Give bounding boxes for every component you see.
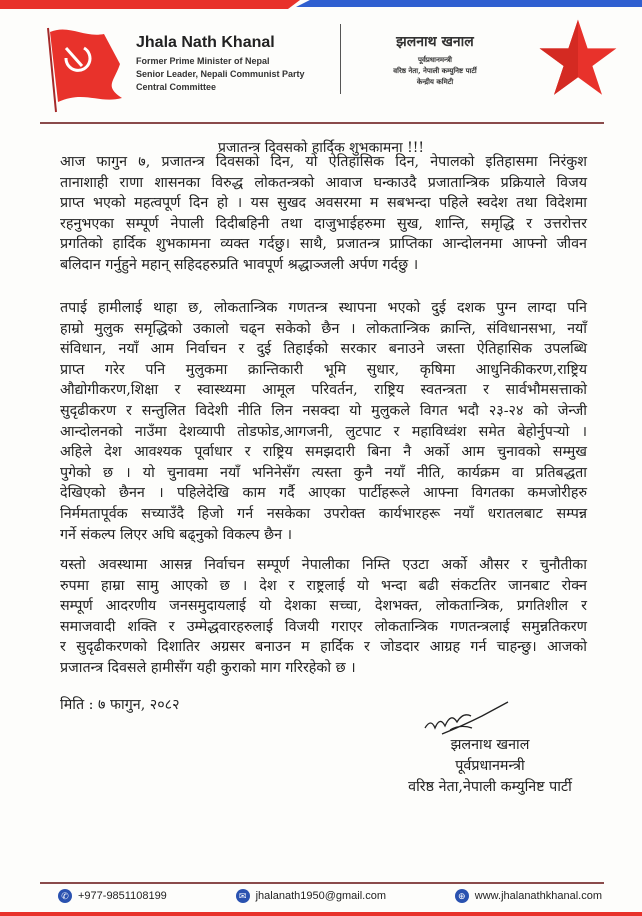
top-blue-bar [296,0,642,7]
paragraph-line: रहनुभएका सम्पूर्ण नेपाली दिदीबहिनी तथा दाजुभाईहरुमा सुख, शान्ति, समृद्धि र उत्तरोत्तर [60,215,587,232]
bottom-red-bar [0,912,642,916]
paragraph-line: आन्दोलनको नाउँमा देशव्यापी तोडफोड,आगजनी, लुटपाट र महाविध्वंश समेत बेहोर्नुपर्‍यो । [60,423,587,440]
signatory-position: वरिष्ठ नेता,नेपाली कम्युनिष्ट पार्टी [408,779,572,795]
footer-phone: +977-9851108199 [78,890,167,902]
paragraph-line: प्राप्त भएको महत्वपूर्ण दिन हो । यस सुखद अवसरमा म सबभन्दा पहिले स्वदेश तथा विदेशमा [60,195,587,212]
paragraph [60,298,587,545]
paragraph-line: देखिएको छैनन । पहिलेदेखि काम गर्दै आएका पार्टीहरूले आफ्ना विगतका कमजोरीहरु [60,485,587,502]
footer-email[interactable]: jhalanath1950@gmail.com [255,890,387,902]
letter-title: प्रजातन्त्र दिवसको हार्दिक शुभकामना !!! [218,140,424,156]
designation-en: Central Committee [136,82,217,92]
top-red-bar [0,0,300,9]
designation-en: Senior Leader, Nepali Communist Party [136,69,305,79]
header-rule [40,122,604,124]
signatory-title: पूर्वप्रधानमन्त्री [455,758,525,774]
name-np: झलनाथ खनाल [396,34,474,50]
signatory-name: झलनाथ खनाल [450,737,530,753]
paragraph-line: समाजवादी शक्ति र उम्मेद्धवारहरुलाई विजयी गराएर लोकतान्त्रिक गणतन्त्रलाई समुन्नतिकरण [60,618,587,635]
hammer-sickle-flag-icon [44,24,126,114]
paragraph-line: रुपमा हाम्रा सामु आएको छ । देश र राष्ट्रलाई यो भन्दा बढी संकटतिर जानबाट रोक्न [60,577,587,594]
paragraph-line: र सुदृढीकरणको दिशातिर अग्रसर बनाउन म हार्दिक र जोडदार आग्रह गर्न चाहन्छु। आजको [60,639,587,656]
letter-date: मिति : ७ फागुन, २०८२ [60,697,180,713]
paragraph [60,152,587,276]
footer-rule [40,882,604,884]
paragraph-line: प्राप्त गरेर पनि मुलुकमा क्रान्तिकारी भूमि सुधार, कृषिमा आधुनिकीकरण,राष्ट्रिय [60,361,587,378]
footer [58,889,602,903]
designation-np: पूर्वप्रधानमन्त्री [418,55,452,64]
paragraph-line: औद्योगीकरण,शिक्षा र स्वास्थ्यमा आमूल परिवर्तन, राष्ट्रिय स्वतन्त्रता र सार्वभौमसत्ताको [60,382,587,399]
paragraph-line: अहिले देश आवश्यक पूर्वाधार र राष्ट्रिय समझदारी बिना नै अर्को आम चुनावको सम्मुख [60,444,587,461]
paragraph-line: तानाशाही राणा शासनका विरुद्ध लोकतन्त्रको आवाज घन्काउदै प्रजातान्त्रिक प्रक्रियाले विजय [60,174,587,191]
paragraph-line: निर्ममतापूर्वक सच्याउँदै हिजो गर्न नसकेका उपरोक्त कार्यभारहरू नयाँ धरातलबाट सम्पन्न [60,505,587,522]
paragraph-line: प्रगतिको हार्दिक शुभकामना व्यक्त गर्दछु। साथै, प्रजातन्त्र प्राप्तिका आन्दोलनमा आफ्नो जीवन [60,236,587,253]
paragraph-line: सुदृढीकरण र सन्तुलित विदेशी नीति लिन नसक्दा यो मुलुकले विगत भदौ २३-२४ को जेन्जी [60,402,587,419]
header-divider [340,24,341,94]
designation-np: वरिष्ठ नेता, नेपाली कम्युनिष्ट पार्टी [393,66,477,75]
paragraph-line: गर्ने संकल्प लिएर अघि बढ्नुको विकल्प छैन । [60,526,293,543]
paragraph-line: प्रजातन्त्र दिवसले हामीसँग यही कुराको माग गरिरहेको छ । [60,659,356,676]
paragraph [60,555,587,679]
paragraph-line: आज फागुन ७, प्रजातन्त्र दिवसको दिन, यो ऐतिहासिक दिन, नेपालको इतिहासमा निरंकुश [60,154,587,170]
paragraph-line: पुगेको छ । यो चुनावमा नयाँ भनिनेसँग त्यस्ता कुनै नयाँ नीति, कार्यक्रम वा प्रतिबद्धता [60,464,587,481]
email-icon: ✉ [236,889,250,903]
paragraph-line: यस्तो अवस्थामा आसन्न निर्वाचन सम्पूर्ण नेपालीका निम्ति एउटा अर्को औसर र चुनौतीका [60,557,587,573]
red-star-icon [538,18,618,98]
paragraph-line: बलिदान गर्नुहुने महान् सहिदहरुप्रति भावपूर्ण श्रद्धाञ्जली अर्पण गर्दछु । [60,256,419,273]
phone-icon: ✆ [58,889,72,903]
paragraph-line: हाम्रो मुलुक समृद्धिको उकालो चढ्न सकेको छैन । लोकतान्त्रिक क्रान्ति, संविधानसभा, नयाँ [60,320,587,337]
signature-block [390,735,590,798]
paragraph-line: संविधान, नयाँ आम निर्वाचन र दुई तिहाईको सरकार बनाउने जस्ता ऐतिहासिक उपलब्धि [60,341,587,358]
footer-website[interactable]: www.jhalanathkhanal.com [474,890,602,902]
name-en: Jhala Nath Khanal [136,34,275,51]
designation-en: Former Prime Minister of Nepal [136,56,270,66]
paragraph-line: सम्पूर्ण आदरणीय जनसमुदायलाई यो देशका सच्चा, देशभक्त, लोकतान्त्रिक, प्रगतिशील र [60,598,587,615]
header-english [136,34,305,94]
designation-np: केन्द्रीय कमिटी [416,77,454,86]
header-nepali [360,32,510,87]
paragraph-line: तपाई हामीलाई थाहा छ, लोकतान्त्रिक गणतन्त्र स्थापना भएको दुई दशक पुग्न लाग्दा पनि [60,300,587,316]
globe-icon: ⊕ [455,889,469,903]
handwritten-signature [420,700,510,740]
